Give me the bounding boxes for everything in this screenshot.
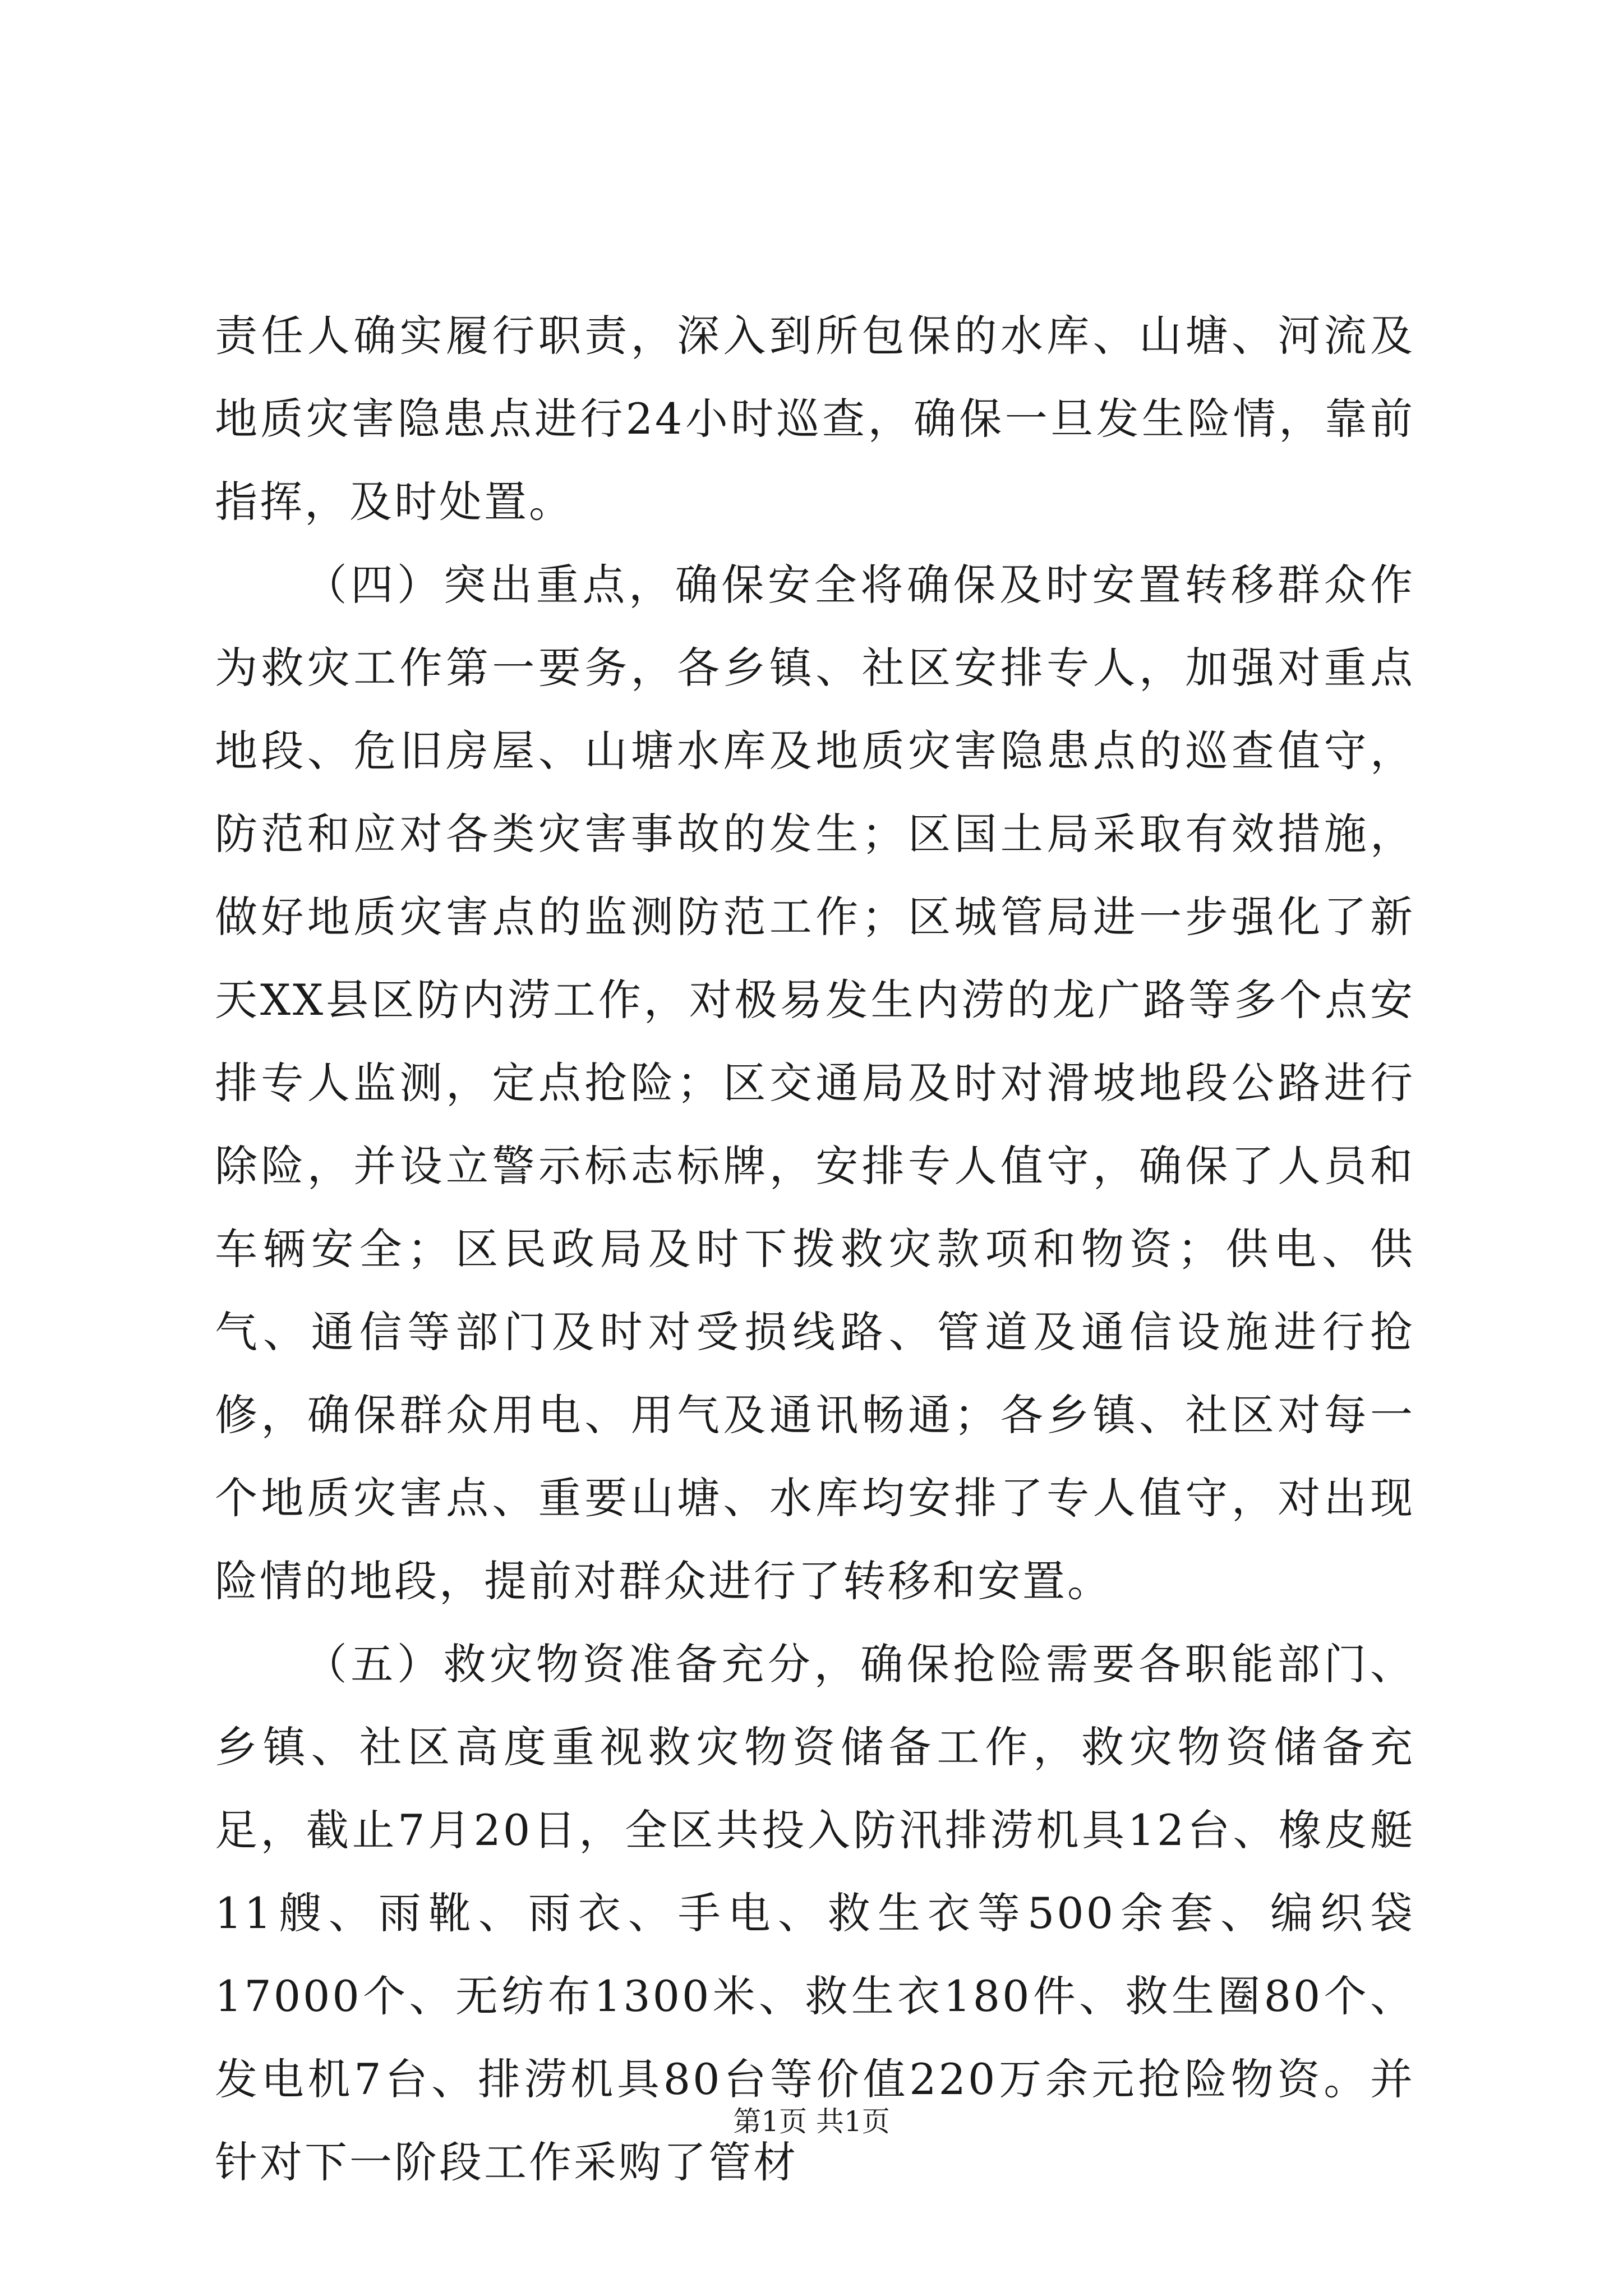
document-body [215, 295, 1415, 2204]
paragraph-section-four: （四）突出重点，确保安全将确保及时安置转移群众作为救灾工作第一要务，各乡镇、社区安排专人，加强对重点地段、危旧房屋、山塘水库及地质灾害隐患点的巡查值守，防范和应对各类灾害事故的发生；区国土局采取有效措施，做好地质灾害点的监测防范工作；区城管局进一步强化了新天XX县区防内涝工作，对极易发生内涝的龙广路等多个点安排专人监测，定点抢险；区交通局及时对滑坡地段公路进行除险，并设立警示标志标牌，安排专人值守，确保了人员和车辆安全；区民政局及时下拨救灾款项和物资；供电、供气、通信等部门及时对受损线路、管道及通信设施进行抢修，确保群众用电、用气及通讯畅通；各乡镇、社区对每一个地质灾害点、重要山塘、水库均安排了专人值守，对出现险情的地段，提前对群众进行了转移和安置。 [215, 560, 1415, 1606]
paragraph-section-five: （五）救灾物资准备充分，确保抢险需要各职能部门、乡镇、社区高度重视救灾物资储备工作，救灾物资储备充足，截止7月20日，全区共投入防汛排涝机具12台、橡皮艇11艘、雨靴、雨衣、手电、救生衣等500余套、编织袋17000个、无纺布1300米、救生衣180件、救生圈80个、发电机7台、排涝机具80台等价值220万余元抢险物资。并针对下一阶段工作采购了管材 [215, 1639, 1415, 2187]
page-footer [0, 2099, 1623, 2139]
paragraph-continuation: 责任人确实履行职责，深入到所包保的水库、山塘、河流及地质灾害隐患点进行24小时巡查，确保一旦发生险情，靠前指挥，及时处置。 [215, 311, 1415, 527]
page-number-label: 第1页 共1页 [733, 2105, 890, 2138]
